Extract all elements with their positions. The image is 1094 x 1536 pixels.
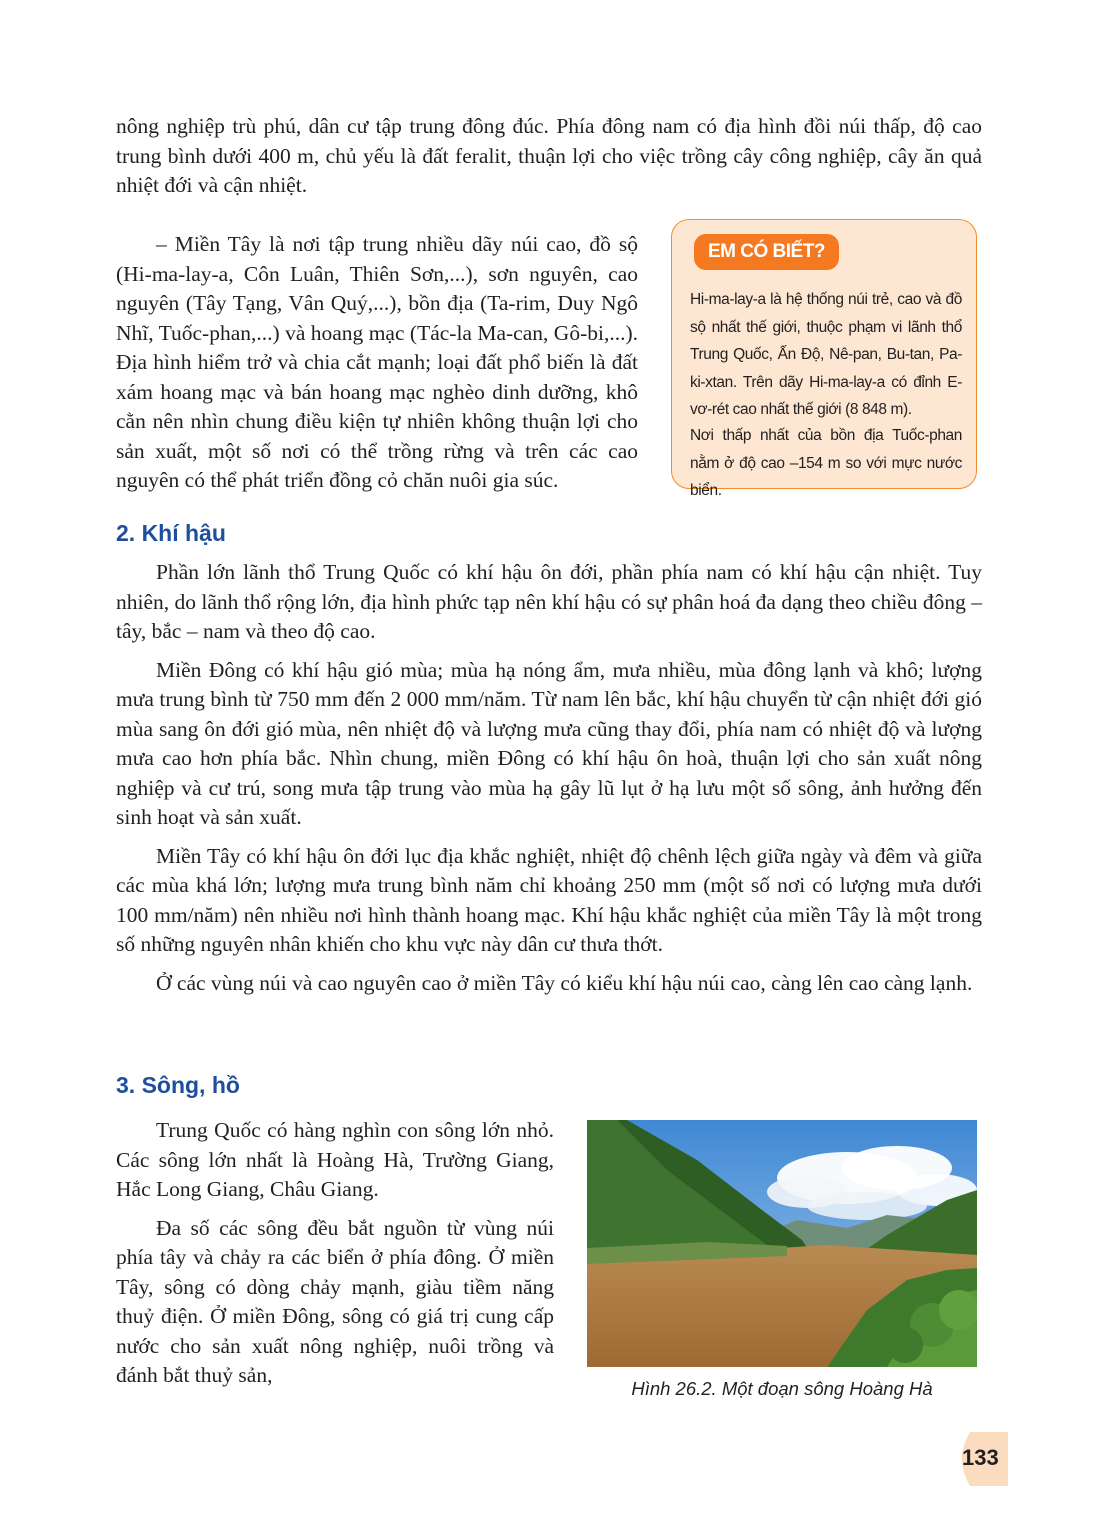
climate-paragraph-2: Miền Đông có khí hậu gió mùa; mùa hạ nóng ẩm, mưa nhiều, mùa đông lạnh và khô; lượng mưa trung bình từ 750 mm đến 2 000 mm/năm. Từ nam lên bắc, khí hậu chuyển từ cận nhiệt đới gió mùa sang ôn đới gió mùa, nên nhiệt độ và lượng mưa cũng thay đổi, phía nam có nhiệt độ và lượng mưa cao hơn phía bắc. Nhìn chung, miền Đông có khí hậu ôn hoà, thuận lợi cho sản xuất nông nghiệp và cư trú, song mưa tập trung vào mùa hạ gây lũ lụt ở hạ lưu một số sông, ảnh hưởng đến sinh hoạt và sản xuất.: [116, 657, 982, 829]
rivers-paragraph-1: Trung Quốc có hàng nghìn con sông lớn nhỏ. Các sông lớn nhất là Hoàng Hà, Trường Giang, Hắc Long Giang, Châu Giang.: [116, 1118, 554, 1201]
rivers-paragraph-2: Đa số các sông đều bắt nguồn từ vùng núi phía tây và chảy ra các biển ở phía đông. Ở miền Tây, sông có dòng chảy mạnh, giàu tiềm năng thuỷ điện. Ở miền Đông, sông có giá trị cung cấp nước cho sản xuất nông nghiệp, nuôi trồng và đánh bắt thuỷ sản,: [116, 1215, 554, 1387]
did-you-know-title: EM CÓ BIẾT?: [694, 234, 839, 270]
did-you-know-text-himalaya: Hi-ma-lay-a là hệ thống núi trẻ, cao và đồ sộ nhất thế giới, thuộc phạm vi lãnh thổ Trung Quốc, Ấn Độ, Nê-pan, Bu-tan, Pa-ki-xtan. Trên dãy Hi-ma-lay-a có đỉnh E-vơ-rét cao nhất thế giới (8 848 m).: [690, 291, 962, 418]
rivers-heading: 3. Sông, hồ: [116, 1072, 240, 1098]
west-terrain-section: [116, 230, 638, 496]
yellow-river-photo: [587, 1120, 977, 1367]
intro-paragraph: nông nghiệp trù phú, dân cư tập trung đông đúc. Phía đông nam có địa hình đồi núi thấp, độ cao trung bình dưới 400 m, chủ yếu là đất feralit, thuận lợi cho việc trồng cây công nghiệp, cây ăn quả nhiệt đới và cận nhiệt.: [116, 114, 982, 197]
figure-caption: Hình 26.2. Một đoạn sông Hoàng Hà: [631, 1378, 933, 1399]
climate-heading: 2. Khí hậu: [116, 520, 226, 546]
page-number: [950, 1428, 1020, 1490]
climate-paragraph-4: Ở các vùng núi và cao nguyên cao ở miền Tây có kiểu khí hậu núi cao, càng lên cao càng lạnh.: [156, 970, 973, 995]
rivers-section: [116, 1116, 554, 1400]
river-landscape-illustration: [587, 1120, 977, 1367]
west-terrain-paragraph: – Miền Tây là nơi tập trung nhiều dãy núi cao, đồ sộ (Hi-ma-lay-a, Côn Luân, Thiên Sơn,...), sơn nguyên, cao nguyên (Tây Tạng, Vân Quý,...), bồn địa (Ta-rim, Duy Ngô Nhĩ, Tuốc-phan,...) và hoang mạc (Tác-la Ma-can, Gô-bi,...). Địa hình hiểm trở và chia cắt mạnh; loại đất phổ biến là đất xám hoang mạc và bán hoang mạc nghèo dinh dưỡng, khô cằn nên nhìn chung điều kiện tự nhiên không thuận lợi cho sản xuất, một số nơi có thể trồng rừng và trên các cao nguyên có thể phát triển đồng cỏ chăn nuôi gia súc.: [116, 232, 638, 492]
climate-section: [116, 558, 982, 1007]
climate-paragraph-3: Miền Tây có khí hậu ôn đới lục địa khắc nghiệt, nhiệt độ chênh lệch giữa ngày và đêm và giữa các mùa khá lớn; lượng mưa trung bình năm chỉ khoảng 250 mm (một số nơi có lượng mưa dưới 100 mm/năm) nên nhiều nơi hình thành hoang mạc. Khí hậu khắc nghiệt của miền Tây là một trong số những nguyên nhân khiến cho khu vực này dân cư thưa thớt.: [116, 843, 982, 956]
did-you-know-text-turpan: Nơi thấp nhất của bồn địa Tuốc-phan nằm ở độ cao –154 m so với mực nước biển.: [690, 427, 962, 499]
page-number-text: 133: [962, 1445, 999, 1470]
climate-paragraph-1: Phần lớn lãnh thổ Trung Quốc có khí hậu ôn đới, phần phía nam có khí hậu cận nhiệt. Tuy nhiên, do lãnh thổ rộng lớn, địa hình phức tạp nên khí hậu có sự phân hoá đa dạng theo chiều đông – tây, bắc – nam và theo độ cao.: [116, 560, 982, 643]
intro-section: [116, 112, 982, 201]
did-you-know-box: [671, 219, 977, 499]
